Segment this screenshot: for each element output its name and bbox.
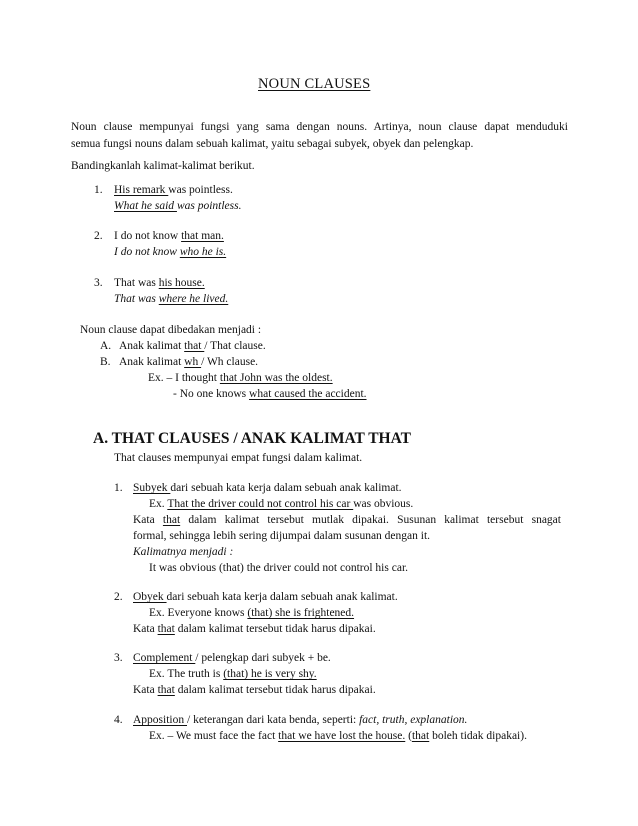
item-2-note: Kata that dalam kalimat tersebut tidak harus dipakai. [133, 623, 376, 635]
example-3-sentence-a: That was his house. [114, 277, 205, 289]
example-1-sentence-b: What he said was pointless. [114, 200, 242, 212]
intro-line-2: semua fungsi nouns dalam sebuah kalimat, yaitu sebagai subyek, obyek dan pelengkap. [71, 138, 474, 150]
item-1-note-line-2: formal, sehingga lebih sering dijumpai dalam susunan dengan it. [133, 530, 431, 542]
example-2-number: 2. [94, 230, 103, 242]
item-2-number: 2. [114, 591, 123, 603]
type-a-text: Anak kalimat that / That clause. [119, 340, 266, 352]
item-3-number: 3. [114, 652, 123, 664]
item-2-example: Ex. Everyone knows (that) she is frightened. [149, 607, 355, 619]
item-4-text: Apposition / keterangan dari kata benda, seperti: fact, truth, explanation. [133, 714, 468, 726]
item-1-text: Subyek dari sebuah kata kerja dalam sebuah anak kalimat. [133, 482, 402, 494]
page-title: NOUN CLAUSES [258, 76, 371, 92]
compare-line: Bandingkanlah kalimat-kalimat berikut. [71, 160, 255, 172]
item-2-text: Obyek dari sebuah kata kerja dalam sebuah anak kalimat. [133, 591, 398, 603]
example-3-number: 3. [94, 277, 103, 289]
example-1-number: 1. [94, 184, 103, 196]
item-1-result: It was obvious (that) the driver could not control his car. [149, 562, 409, 574]
item-3-example: Ex. The truth is (that) he is very shy. [149, 668, 317, 680]
example-1-sentence-a: His remark was pointless. [114, 184, 233, 196]
section-a-heading: A. THAT CLAUSES / ANAK KALIMAT THAT [93, 430, 411, 447]
item-4-example: Ex. – We must face the fact that we have lost the house. (that boleh tidak dipakai). [149, 730, 527, 742]
type-example-2: - No one knows what caused the accident. [173, 388, 367, 400]
intro-line-1: Noun clause mempunyai fungsi yang sama dengan nouns. Artinya, noun clause dapat menduduki [71, 121, 568, 133]
example-2-sentence-a: I do not know that man. [114, 230, 224, 242]
type-b-label: B. [100, 356, 111, 368]
types-intro: Noun clause dapat dibedakan menjadi : [80, 324, 262, 336]
item-3-text: Complement / pelengkap dari subyek + be. [133, 652, 331, 664]
item-1-result-label: Kalimatnya menjadi : [133, 546, 234, 558]
example-2-sentence-b: I do not know who he is. [114, 246, 227, 258]
type-a-label: A. [100, 340, 112, 352]
item-4-number: 4. [114, 714, 123, 726]
example-3-sentence-b: That was where he lived. [114, 293, 229, 305]
item-3-note: Kata that dalam kalimat tersebut tidak harus dipakai. [133, 684, 376, 696]
item-1-note-line-1: Kata that dalam kalimat tersebut mutlak dipakai. Susunan kalimat tersebut snagat [133, 514, 561, 526]
type-example-1: Ex. – I thought that John was the oldest. [148, 372, 333, 384]
item-1-number: 1. [114, 482, 123, 494]
type-b-text: Anak kalimat wh / Wh clause. [119, 356, 259, 368]
item-1-example: Ex. That the driver could not control his car was obvious. [149, 498, 414, 510]
section-a-intro: That clauses mempunyai empat fungsi dalam kalimat. [114, 452, 363, 464]
